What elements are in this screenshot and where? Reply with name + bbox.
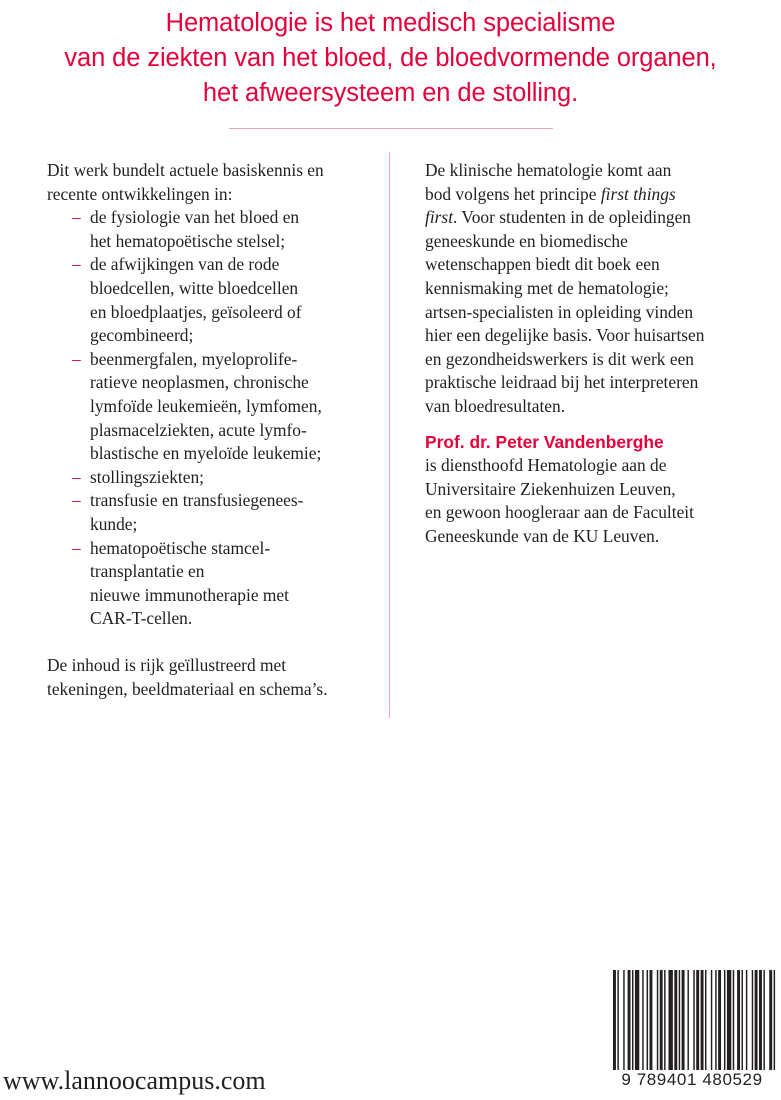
barcode-bar <box>741 970 742 1070</box>
text-line: wetenschappen biedt dit boek een <box>425 254 660 275</box>
list-item <box>47 489 377 536</box>
text-line: artsen-specialisten in opleiding vinden <box>425 301 694 322</box>
barcode-bar <box>737 970 740 1070</box>
isbn-digits: 9 789401 480529 <box>621 1070 763 1089</box>
barcode-bar <box>774 970 775 1070</box>
text-line: praktische leidraad bij het interpreteren <box>425 372 699 393</box>
barcode-bar <box>650 970 653 1070</box>
text-fragment: . Voor studenten in de opleidingen <box>453 207 691 228</box>
text-line: de fysiologie van het bloed en <box>90 207 300 228</box>
list-item <box>47 348 377 466</box>
text-line: recente ontwikkelingen in: <box>47 183 233 204</box>
barcode-bar <box>718 970 721 1070</box>
text-line: stollingsziekten; <box>90 466 204 487</box>
barcode-bar <box>668 970 672 1070</box>
headline-line: het afweersysteem en de stolling. <box>202 79 579 107</box>
barcode-bar <box>701 970 704 1070</box>
barcode-bar <box>617 970 618 1070</box>
text-line: lymfoïde leukemieën, lymfomen, <box>90 395 322 416</box>
vertical-divider <box>389 152 390 718</box>
text-line: gecombineerd; <box>90 325 194 346</box>
barcode-bar <box>687 970 688 1070</box>
headline-line: Hematologie is het medisch specialisme <box>165 9 616 37</box>
text-line: transfusie en transfusiegenees- <box>90 490 304 511</box>
italic-phrase: first things <box>600 183 676 204</box>
dash-bullet: – <box>72 490 81 511</box>
dash-bullet: – <box>72 254 81 275</box>
text-line: De klinische hematologie komt aan <box>425 160 672 180</box>
text-line: beenmergfalen, myeloprolife- <box>90 348 298 369</box>
barcode-bar <box>755 970 758 1070</box>
text-line: van bloedresultaten. <box>425 395 566 416</box>
text-line: De inhoud is rijk geïllustreerd met <box>47 655 287 676</box>
barcode-bar <box>733 970 734 1070</box>
barcode-bar <box>623 970 624 1070</box>
text-line: is diensthoofd Hematologie aan de <box>425 455 667 476</box>
barcode-bar <box>763 970 764 1070</box>
barcode-bar <box>632 970 633 1070</box>
text-line: en gezondheidswerkers is dit werk een <box>425 348 694 369</box>
dash-bullet: – <box>72 466 81 487</box>
text-line: nieuwe immunotherapie met <box>90 584 289 605</box>
headline-line: van de ziekten van het bloed, de bloedvormende organen, <box>64 44 717 72</box>
list-item <box>47 206 377 253</box>
barcode-bar <box>664 970 665 1070</box>
text-line: kennismaking met de hematologie; <box>425 277 669 298</box>
right-column <box>425 159 765 549</box>
italic-phrase: first <box>425 207 454 228</box>
barcode-graphic <box>613 970 778 1070</box>
barcode-bar <box>727 970 731 1070</box>
description-paragraph <box>425 159 765 419</box>
text-line: hematopoëtische stamcel- <box>90 537 271 558</box>
barcode-bar <box>705 970 706 1070</box>
text-line: Geneeskunde van de KU Leuven. <box>425 525 660 546</box>
list-item <box>47 537 377 631</box>
barcode-bar <box>724 970 725 1070</box>
back-cover-headline <box>0 6 781 111</box>
text-line: de afwijkingen van de rode <box>90 254 280 275</box>
horizontal-divider <box>229 128 553 129</box>
barcode-bar <box>647 970 648 1070</box>
barcode-bar <box>642 970 643 1070</box>
text-line: transplantatie en <box>90 561 205 582</box>
list-item <box>47 466 377 490</box>
barcode-bar <box>674 970 677 1070</box>
barcode-bar <box>628 970 631 1070</box>
barcode-bar <box>679 970 680 1070</box>
dash-bullet: – <box>72 207 81 228</box>
text-fragment: bod volgens het principe <box>425 183 601 204</box>
barcode-bar <box>711 970 712 1070</box>
publisher-website: www.lannoocampus.com <box>3 1066 266 1095</box>
author-name: Prof. dr. Peter Vandenberghe <box>425 431 664 452</box>
closing-paragraph <box>47 654 377 701</box>
barcode-bar <box>635 970 639 1070</box>
text-line: Universitaire Ziekenhuizen Leuven, <box>425 478 676 499</box>
text-line: kunde; <box>90 513 138 534</box>
text-line: en bloedplaatjes, geïsoleerd of <box>90 301 302 322</box>
text-line: het hematopoëtische stelsel; <box>90 230 286 251</box>
barcode-bar <box>696 970 699 1070</box>
list-item <box>47 253 377 347</box>
dash-bullet: – <box>72 537 81 558</box>
intro-paragraph <box>47 159 377 206</box>
spacer <box>425 419 765 431</box>
text-line <box>425 184 676 204</box>
text-line: tekeningen, beeldmateriaal en schema’s. <box>47 679 328 700</box>
barcode-bar <box>715 970 716 1070</box>
spacer <box>47 631 377 655</box>
text-line: en gewoon hoogleraar aan de Faculteit <box>425 502 694 523</box>
isbn-barcode <box>603 958 781 1100</box>
topics-list <box>47 206 377 631</box>
left-column <box>47 159 377 702</box>
author-paragraph <box>425 431 765 549</box>
barcode-bar <box>759 970 762 1070</box>
text-line: blastische en myeloïde leukemie; <box>90 443 322 464</box>
barcode-bar <box>660 970 663 1070</box>
text-line: bloedcellen, witte bloedcellen <box>90 277 299 298</box>
text-line: CAR-T-cellen. <box>90 608 193 629</box>
text-line: hier een degelijke basis. Voor huisartsen <box>425 325 705 346</box>
barcode-bar <box>769 970 772 1070</box>
text-line: ratieve neoplasmen, chronische <box>90 372 309 393</box>
barcode-bar <box>682 970 685 1070</box>
dash-bullet: – <box>72 348 81 369</box>
text-line: Dit werk bundelt actuele basiskennis en <box>47 160 324 180</box>
text-line <box>425 207 691 227</box>
text-line: plasmacelziekten, acute lymfo- <box>90 419 307 440</box>
barcode-bar <box>752 970 753 1070</box>
barcode-bar <box>746 970 747 1070</box>
text-line: geneeskunde en biomedische <box>425 230 628 251</box>
barcode-bar <box>613 970 616 1070</box>
barcode-bar <box>657 970 658 1070</box>
barcode-bar <box>693 970 694 1070</box>
